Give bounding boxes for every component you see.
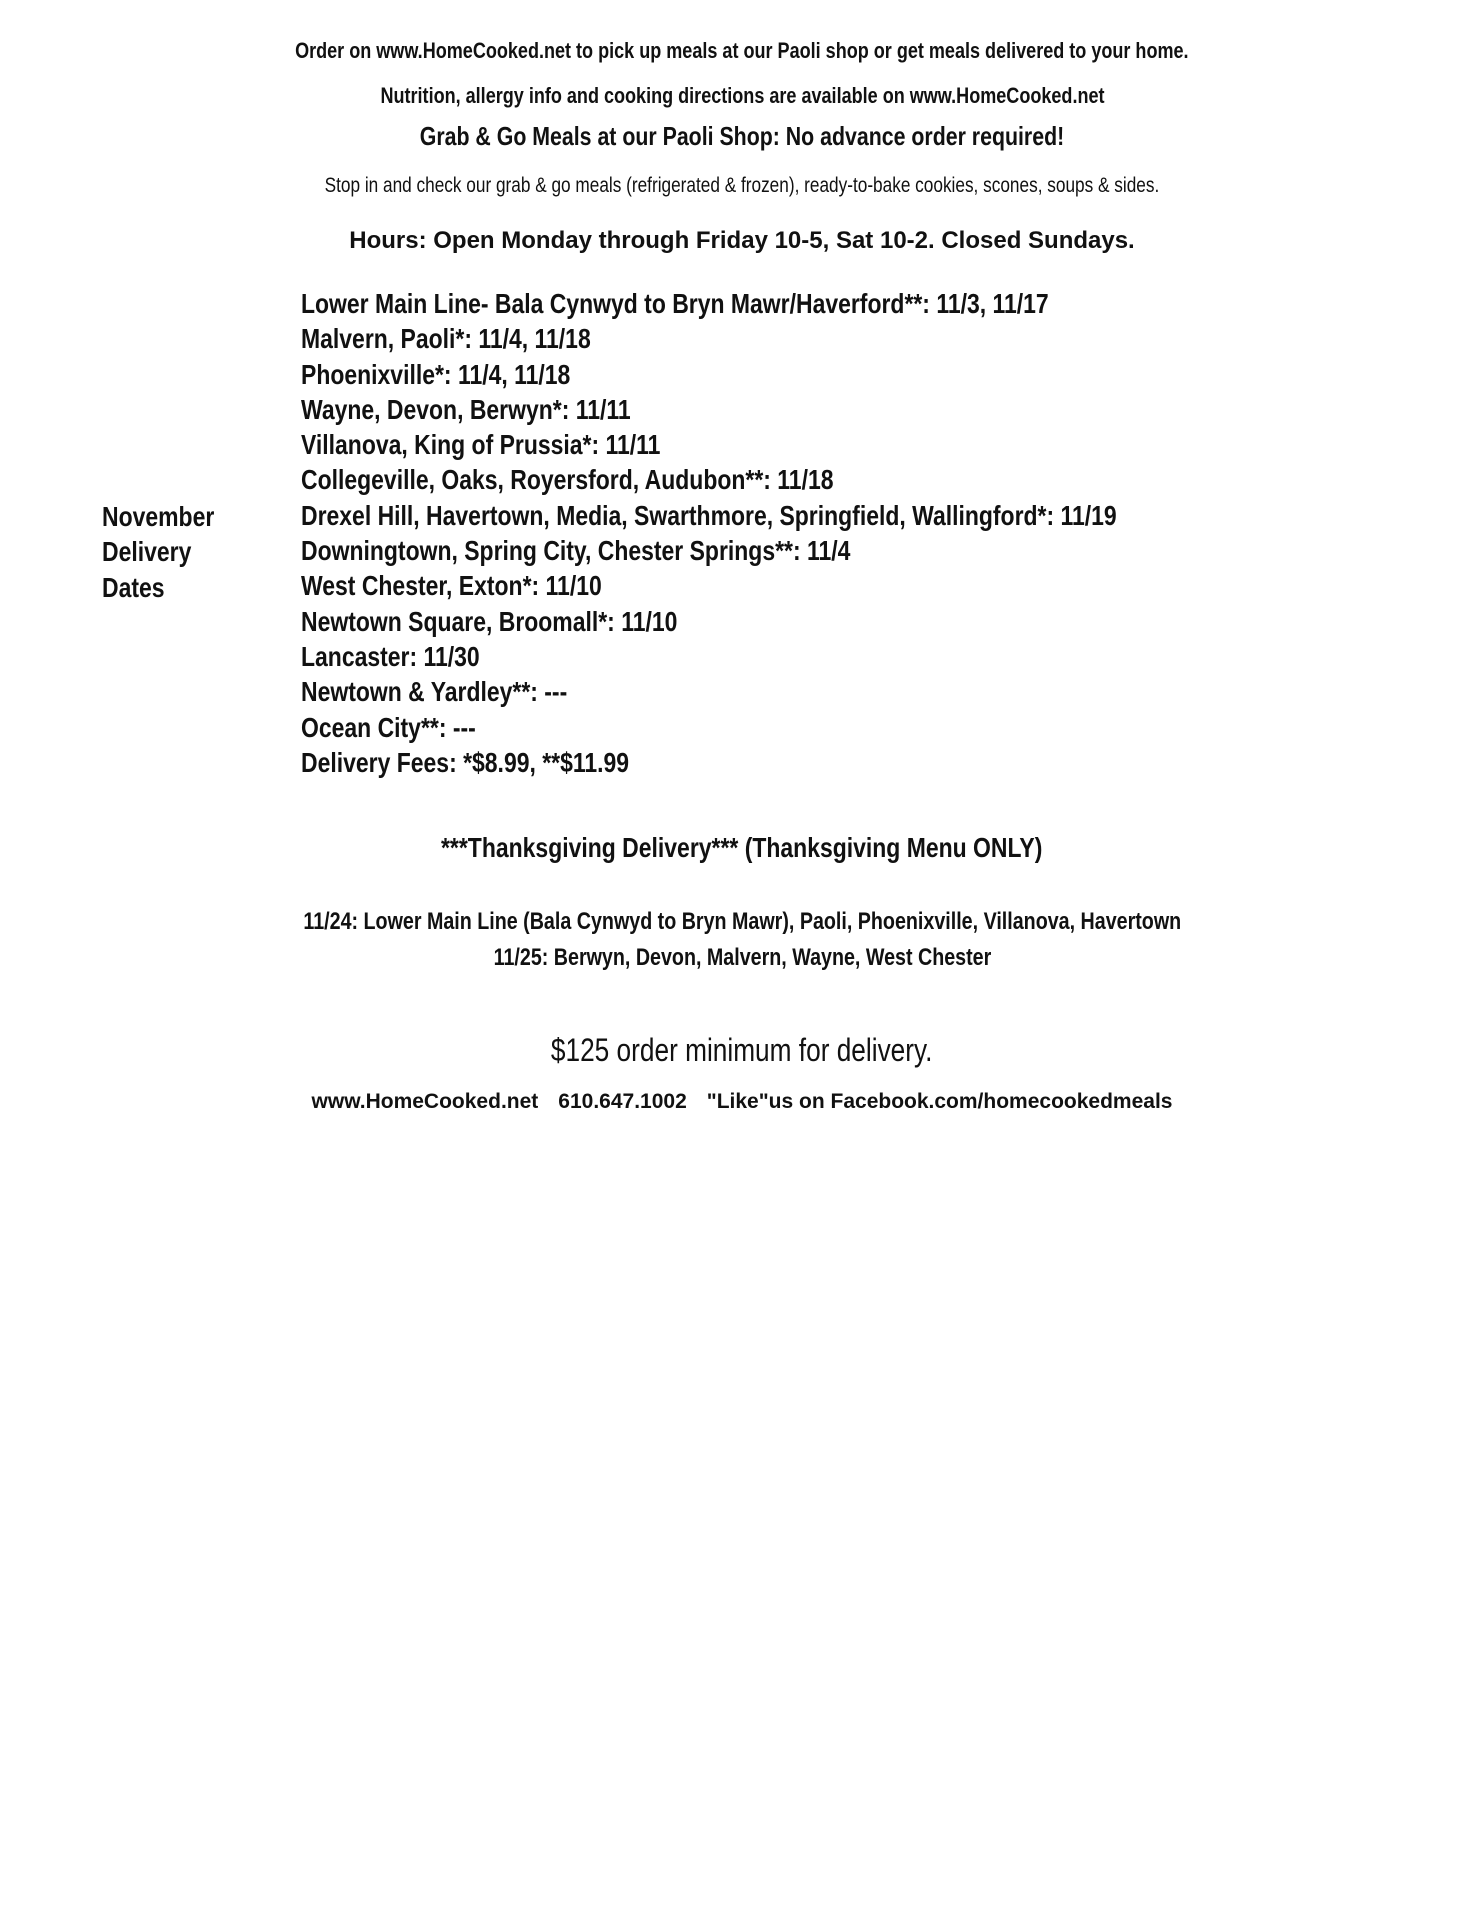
delivery-fees: Delivery Fees: *$8.99, **$11.99 (301, 746, 630, 778)
nutrition-info-text: Nutrition, allergy info and cooking directions are available on www.HomeCooked.net (379, 83, 1105, 108)
stop-in-info (0, 174, 1484, 198)
order-info (0, 38, 1484, 64)
order-minimum (0, 1032, 1484, 1069)
delivery-area-item: Collegeville, Oaks, Royersford, Audubon**: 11/18 (301, 464, 834, 496)
footer-facebook: "Like"us on Facebook.com/homecookedmeals (706, 1090, 1173, 1113)
thanksgiving-date-1124-text: 11/24: Lower Main Line (Bala Cynwyd to Bryn Mawr), Paoli, Phoenixville, Villanova, Havertown (303, 908, 1181, 935)
grab-go-title (0, 121, 1484, 152)
delivery-area-item: Phoenixville*: 11/4, 11/18 (301, 358, 571, 390)
order-minimum-text: $125 order minimum for delivery. (551, 1032, 933, 1068)
delivery-area-item: Newtown & Yardley**: --- (301, 676, 568, 708)
grab-go-title-text: Grab & Go Meals at our Paoli Shop: No advance order required! (419, 121, 1065, 151)
delivery-area-item: Drexel Hill, Havertown, Media, Swarthmore, Springfield, Wallingford*: 11/19 (301, 499, 1117, 531)
footer-website: www.HomeCooked.net (311, 1090, 539, 1113)
delivery-label-line: Dates (102, 571, 165, 603)
thanksgiving-date-1124 (0, 908, 1484, 936)
store-hours-text: Hours: Open Monday through Friday 10-5, Sat 10-2. Closed Sundays. (349, 227, 1135, 254)
footer-contact (0, 1090, 1484, 1114)
delivery-dates-label (102, 499, 239, 605)
delivery-label-line: Delivery (102, 536, 192, 568)
delivery-area-item: Malvern, Paoli*: 11/4, 11/18 (301, 323, 591, 355)
stop-in-info-text: Stop in and check our grab & go meals (refrigerated & frozen), ready-to-bake cookies, scones, soups & sides. (324, 174, 1160, 197)
delivery-schedule-list (301, 286, 1296, 780)
thanksgiving-heading-text: ***Thanksgiving Delivery*** (Thanksgiving Menu ONLY) (441, 832, 1043, 863)
delivery-area-item: Wayne, Devon, Berwyn*: 11/11 (301, 393, 631, 425)
delivery-area-item: Downingtown, Spring City, Chester Springs**: 11/4 (301, 535, 851, 567)
nutrition-info (0, 83, 1484, 109)
delivery-label-line: November (102, 501, 215, 532)
thanksgiving-heading (0, 832, 1484, 864)
order-info-text: Order on www.HomeCooked.net to pick up meals at our Paoli shop or get meals delivered to your home. (295, 38, 1189, 63)
delivery-area-item: Lower Main Line- Bala Cynwyd to Bryn Mawr/Haverford**: 11/3, 11/17 (301, 288, 1049, 319)
thanksgiving-date-1125-text: 11/25: Berwyn, Devon, Malvern, Wayne, West Chester (493, 944, 991, 971)
store-hours (0, 227, 1484, 255)
delivery-area-item: West Chester, Exton*: 11/10 (301, 570, 602, 602)
thanksgiving-date-1125 (0, 944, 1484, 972)
delivery-area-item: Newtown Square, Broomall*: 11/10 (301, 605, 678, 637)
footer-phone: 610.647.1002 (558, 1090, 687, 1113)
delivery-area-item: Lancaster: 11/30 (301, 640, 480, 672)
delivery-area-item: Villanova, King of Prussia*: 11/11 (301, 429, 661, 461)
delivery-area-item: Ocean City**: --- (301, 711, 476, 743)
